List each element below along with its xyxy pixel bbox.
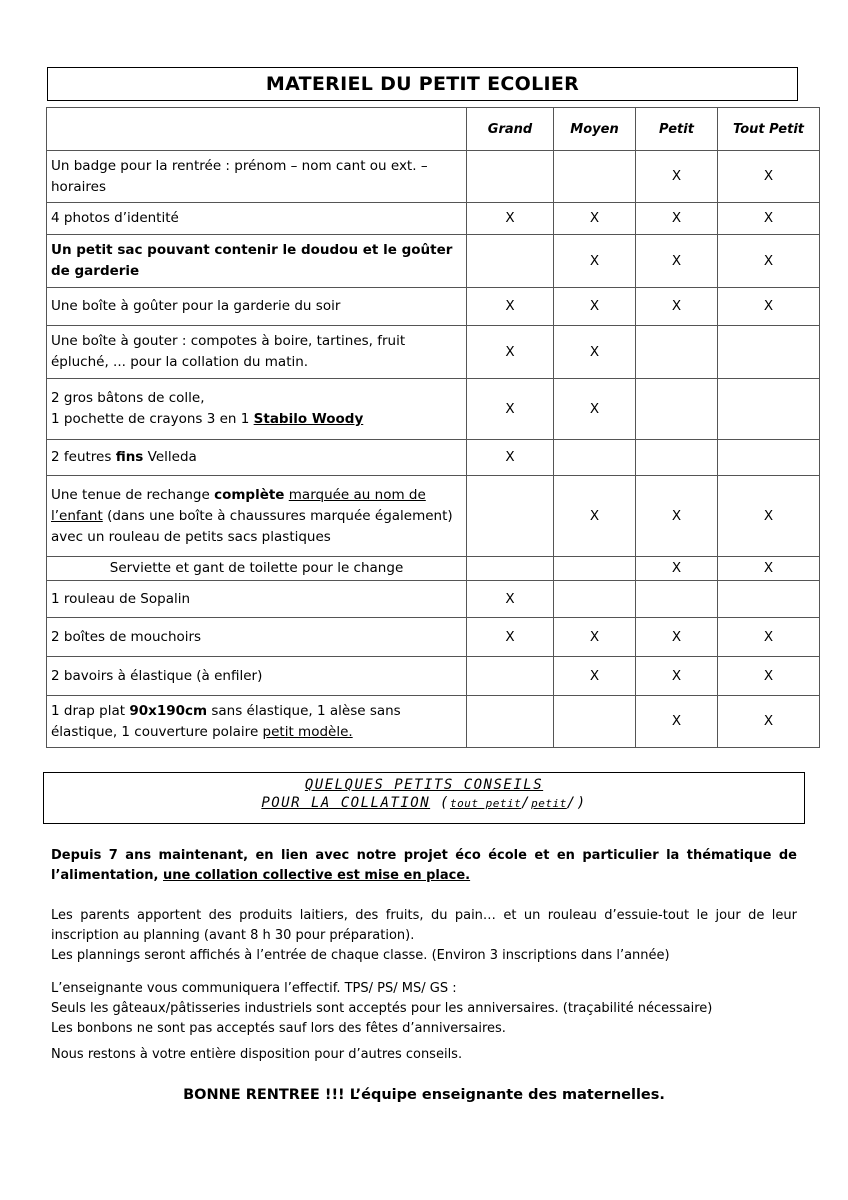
mark-cell: X (636, 476, 718, 557)
paragraph-line: Seuls les gâteaux/pâtisseries industriels sont acceptés pour les anniversaires. (traçabilité nécessaire) (51, 1001, 713, 1016)
tips-sub-tout-petit: tout petit (449, 797, 522, 810)
table-row (47, 326, 820, 379)
tips-heading-line2 (44, 795, 804, 811)
item-label: 2 boîtes de mouchoirs (47, 618, 467, 657)
item-label: 4 photos d’identité (47, 203, 467, 235)
item-label-post: Velleda (147, 449, 197, 465)
intro-text: Depuis 7 ans maintenant, en lien avec notre projet éco école et en particulier la thématique de l’alimentation, (51, 848, 797, 883)
item-label-bold: complète (214, 486, 285, 503)
table-row (47, 203, 820, 235)
table-row (47, 235, 820, 288)
mark-cell (467, 657, 554, 696)
mark-cell (718, 326, 820, 379)
header-grand: Grand (467, 108, 554, 151)
tips-paren-open: ( (430, 795, 450, 811)
closing-line: BONNE RENTREE !!! L’équipe enseignante des maternelles. (183, 1087, 665, 1103)
item-label: Une boîte à goûter pour la garderie du soir (47, 288, 467, 326)
item-label-pre: 2 feutres (51, 449, 112, 465)
mark-cell: X (718, 557, 820, 581)
table-row (47, 440, 820, 476)
mark-cell: X (467, 379, 554, 440)
item-label-pre: 1 drap plat (51, 702, 126, 719)
table-row (47, 618, 820, 657)
mark-cell: X (467, 203, 554, 235)
mark-cell: X (718, 288, 820, 326)
item-label-mid: sans élastique, 1 alèse sans élastique, 1 couverture polaire (51, 702, 401, 740)
page-title: MATERIEL DU PETIT ECOLIER (265, 73, 580, 95)
item-label: 1 rouleau de Sopalin (47, 581, 467, 618)
mark-cell (554, 557, 636, 581)
item-label (47, 379, 467, 440)
mark-cell: X (718, 203, 820, 235)
paragraph-teacher (51, 979, 797, 1039)
table-row (47, 379, 820, 440)
table-row (47, 476, 820, 557)
item-label-underline: marquée au nom de l’enfant (51, 486, 426, 524)
mark-cell: X (636, 288, 718, 326)
paragraph-line: Les plannings seront affichés à l’entrée de chaque classe. (Environ 3 inscriptions dans l’année) (51, 948, 670, 963)
mark-cell: X (636, 618, 718, 657)
mark-cell (636, 326, 718, 379)
supplies-table (46, 107, 820, 748)
mark-cell: X (636, 557, 718, 581)
item-label: Une boîte à gouter : compotes à boire, tartines, fruit épluché, ... pour la collation du matin. (47, 326, 467, 379)
paragraph-line: Les bonbons ne sont pas acceptés sauf lors des fêtes d’anniversaires. (51, 1021, 506, 1036)
item-brand: Stabilo Woody (253, 411, 364, 427)
item-label: 2 bavoirs à élastique (à enfiler) (47, 657, 467, 696)
mark-cell (554, 440, 636, 476)
mark-cell: X (467, 440, 554, 476)
header-moyen: Moyen (554, 108, 636, 151)
item-label (47, 476, 467, 557)
mark-cell: X (554, 657, 636, 696)
mark-cell: X (554, 203, 636, 235)
mark-cell (467, 557, 554, 581)
table-row (47, 581, 820, 618)
item-label-line2: 1 pochette de crayons 3 en 1 (51, 411, 250, 427)
mark-cell: X (554, 618, 636, 657)
mark-cell (467, 476, 554, 557)
mark-cell: X (554, 476, 636, 557)
mark-cell: X (636, 151, 718, 203)
mark-cell: X (718, 696, 820, 748)
item-label-line1: 2 gros bâtons de colle, (51, 390, 205, 406)
mark-cell: X (554, 326, 636, 379)
table-row (47, 557, 820, 581)
tips-sub-petit: petit (531, 797, 567, 810)
table-header-row (47, 108, 820, 151)
tips-slash: / (566, 795, 577, 811)
tips-slash: / (521, 795, 532, 811)
item-label-pre: Une tenue de rechange (51, 486, 210, 503)
tips-paren-close: ) (576, 795, 587, 811)
mark-cell: X (554, 379, 636, 440)
paragraph-line: Les parents apportent des produits laitiers, des fruits, du pain… et un rouleau d’essuie-tout le jour de leur inscription au planning (avant 8 h 30 pour préparation). (51, 908, 797, 943)
header-tout-petit: Tout Petit (718, 108, 820, 151)
item-label (47, 440, 467, 476)
mark-cell: X (467, 618, 554, 657)
mark-cell: X (636, 235, 718, 288)
title-box (47, 67, 798, 101)
table-row (47, 657, 820, 696)
paragraph-contact: Nous restons à votre entière disposition pour d’autres conseils. (51, 1047, 463, 1062)
mark-cell: X (718, 151, 820, 203)
item-label-bold: 90x190cm (129, 702, 208, 719)
intro-paragraph (51, 846, 797, 886)
mark-cell: X (718, 618, 820, 657)
mark-cell (467, 151, 554, 203)
tips-heading-line1: QUELQUES PETITS CONSEILS (304, 777, 544, 793)
mark-cell (554, 581, 636, 618)
mark-cell (718, 581, 820, 618)
item-label-post: (dans une boîte à chaussures marquée également) avec un rouleau de petits sacs plastiques (51, 507, 453, 545)
mark-cell: X (467, 288, 554, 326)
mark-cell (554, 151, 636, 203)
item-label: Un petit sac pouvant contenir le doudou et le goûter de garderie (47, 235, 467, 288)
item-label (47, 696, 467, 748)
mark-cell: X (636, 203, 718, 235)
mark-cell: X (636, 657, 718, 696)
mark-cell: X (636, 696, 718, 748)
mark-cell (636, 581, 718, 618)
mark-cell (636, 440, 718, 476)
header-item (47, 108, 467, 151)
paragraph-parents (51, 906, 797, 966)
mark-cell: X (467, 326, 554, 379)
mark-cell: X (718, 657, 820, 696)
mark-cell: X (718, 235, 820, 288)
item-label-underline: petit modèle. (262, 723, 353, 740)
mark-cell: X (467, 581, 554, 618)
header-petit: Petit (636, 108, 718, 151)
mark-cell (467, 235, 554, 288)
mark-cell (467, 696, 554, 748)
tips-heading-main: POUR LA COLLATION (261, 795, 431, 811)
item-label: Serviette et gant de toilette pour le change (47, 557, 467, 581)
mark-cell: X (554, 288, 636, 326)
table-row (47, 288, 820, 326)
mark-cell (718, 440, 820, 476)
table-row (47, 696, 820, 748)
mark-cell (718, 379, 820, 440)
intro-underlined: une collation collective est mise en place. (163, 868, 471, 883)
mark-cell (554, 696, 636, 748)
mark-cell: X (718, 476, 820, 557)
item-label: Un badge pour la rentrée : prénom – nom cant ou ext. – horaires (47, 151, 467, 203)
mark-cell: X (554, 235, 636, 288)
paragraph-line: L’enseignante vous communiquera l’effectif. TPS/ PS/ MS/ GS : (51, 981, 457, 996)
tips-box (43, 772, 805, 824)
table-row (47, 151, 820, 203)
item-label-bold: fins (115, 449, 144, 465)
mark-cell (636, 379, 718, 440)
